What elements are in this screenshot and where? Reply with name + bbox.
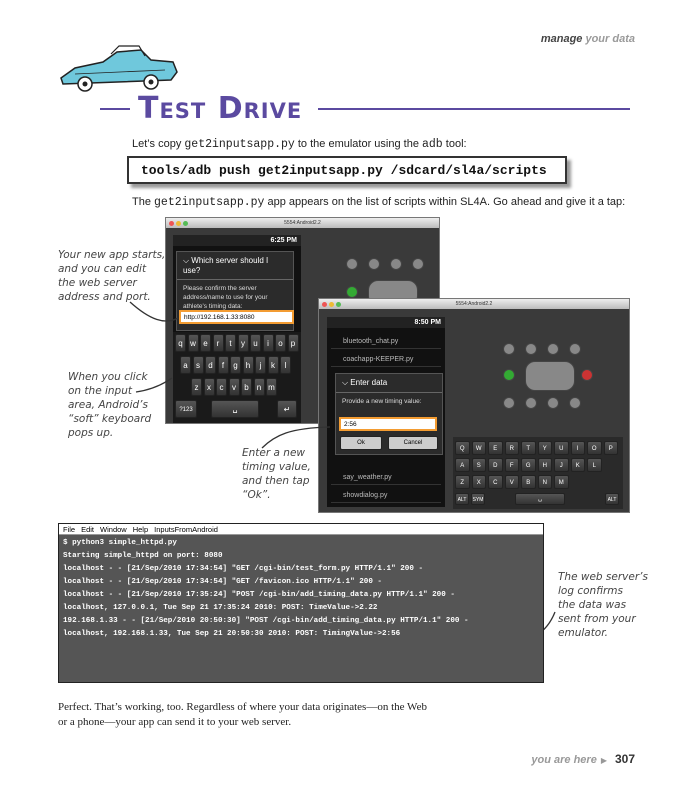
intro-file: get2inputsapp.py [184, 138, 295, 151]
emulator-2-statusbar [327, 317, 445, 328]
timing-dialog-title-text: Enter data [350, 378, 388, 387]
key-p[interactable]: P [604, 441, 619, 455]
triangle-icon: ▶ [600, 756, 607, 765]
home-icon[interactable] [503, 397, 515, 409]
key-v[interactable]: V [505, 475, 520, 489]
annotation-line: The web server’s [558, 571, 648, 583]
emulator-2-title: 5554:Android2.2 [455, 301, 493, 307]
soft-keyboard-1 [173, 332, 301, 423]
timing-dialog-body: Provide a new timing value: [342, 398, 422, 405]
annotation-line: and then tap [242, 475, 310, 487]
camera-icon[interactable] [346, 258, 358, 270]
annotation-line: timing value, [242, 461, 311, 473]
terminal-line: localhost - - [21/Sep/2010 17:34:54] "GET /favicon.ico HTTP/1.1" 200 - [63, 578, 382, 586]
annotation-timing [242, 446, 311, 502]
terminal-menu-item[interactable]: Edit [81, 525, 95, 534]
instruction-line [132, 196, 625, 209]
annotation-line: emulator. [558, 627, 608, 639]
running-header [541, 33, 635, 45]
key-d[interactable]: D [488, 458, 503, 472]
annotation-line: the data was [558, 599, 627, 611]
annotation-line: sent from your [558, 613, 636, 625]
camera-icon[interactable] [503, 343, 515, 355]
key-c[interactable]: c [216, 378, 227, 396]
script-list-item[interactable]: say_weather.py [331, 471, 441, 485]
title-rule-left [100, 108, 130, 110]
key-x[interactable]: x [204, 378, 215, 396]
annotation-line: log confirms [558, 585, 623, 597]
timing-dialog [335, 373, 443, 455]
emulator-1-statusbar [173, 235, 301, 246]
key-w[interactable]: w [188, 334, 199, 352]
key-alt-left[interactable]: ALT [455, 493, 469, 505]
terminal-line: localhost, 192.168.1.33, Tue Sep 21 20:50:30 2010: POST: TimingValue->2:56 [63, 630, 401, 638]
key-g[interactable]: G [521, 458, 536, 472]
key-u[interactable]: U [554, 441, 569, 455]
key-enter[interactable]: ↵ [277, 400, 297, 418]
terminal-line: $ python3 simple_httpd.py [63, 539, 177, 547]
line2-file: get2inputsapp.py [154, 196, 265, 209]
emulator-2-time: 8:50 PM [414, 319, 441, 326]
command-text: tools/adb push get2inputsapp.py /sdcard/sl4a/scripts [141, 163, 547, 178]
key-y[interactable]: y [238, 334, 249, 352]
key-d[interactable]: d [205, 356, 216, 374]
intro-suffix: tool: [442, 138, 467, 150]
key-l[interactable]: L [587, 458, 602, 472]
key-m[interactable]: M [554, 475, 569, 489]
annotation-line: “soft” keyboard [68, 413, 152, 425]
key-a[interactable]: A [455, 458, 470, 472]
key-h[interactable]: H [538, 458, 553, 472]
ok-button[interactable]: Ok [340, 436, 382, 450]
volume-down-icon[interactable] [368, 258, 380, 270]
command-box [127, 156, 567, 184]
timing-value-input[interactable]: 2:56 [339, 417, 437, 431]
server-dialog-body: Please confirm the server address/name to use for your athlete's timing data: [183, 285, 268, 310]
volume-up-icon[interactable] [547, 343, 559, 355]
key-z[interactable]: z [191, 378, 202, 396]
terminal-line: localhost - - [21/Sep/2010 17:34:54] "GET /cgi-bin/test_form.py HTTP/1.1" 200 - [63, 565, 424, 573]
key-s[interactable]: S [472, 458, 487, 472]
dpad-icon[interactable] [525, 361, 575, 391]
terminal-line: localhost, 127.0.0.1, Tue Sep 21 17:35:24 2010: POST: TimeValue->2.22 [63, 604, 378, 612]
volume-down-icon[interactable] [525, 343, 537, 355]
server-dialog-title: ⌵ Which server should I use? [177, 252, 293, 280]
key-s[interactable]: s [193, 356, 204, 374]
terminal-output [59, 535, 543, 643]
key-symbols[interactable]: ?123 [175, 400, 197, 418]
terminal-line: 192.168.1.33 - - [21/Sep/2010 20:50:30] "POST /cgi-bin/add_timing_data.py HTTP/1.1" 200 - [63, 617, 469, 625]
terminal-menu-item[interactable]: File [63, 525, 76, 534]
call-icon[interactable] [346, 286, 358, 298]
key-n[interactable]: n [254, 378, 265, 396]
annotation-line: address and port. [58, 291, 151, 303]
header-word-3: data [612, 33, 635, 45]
annotation-line: Your new app starts, [58, 249, 166, 261]
script-list-item[interactable]: showdialog.py [331, 489, 441, 503]
header-word-2: your [585, 33, 610, 45]
terminal-menubar [59, 524, 543, 535]
annotation-line: Enter a new [242, 447, 305, 459]
line2-suffix: app appears on the list of scripts within SL4A. Go ahead and give it a tap: [264, 196, 626, 208]
line2-prefix: The [132, 196, 155, 208]
annotation-line: pops up. [68, 427, 114, 439]
intro-middle: to the emulator using the [294, 138, 422, 150]
key-t[interactable]: T [521, 441, 536, 455]
page-number: 307 [614, 752, 635, 766]
key-o[interactable]: O [587, 441, 602, 455]
key-alt-right[interactable]: ALT [605, 493, 619, 505]
key-space[interactable]: ␣ [515, 493, 565, 505]
terminal-window [58, 523, 544, 683]
volume-up-icon[interactable] [390, 258, 402, 270]
terminal-menu-item[interactable]: Window [100, 525, 127, 534]
title-rule-right [318, 108, 630, 110]
header-word-1: manage [540, 33, 583, 45]
emulator-1-time: 6:25 PM [270, 237, 297, 244]
cancel-button[interactable]: Cancel [388, 436, 438, 450]
car-icon [55, 44, 180, 96]
annotation-line: on the input [68, 385, 132, 397]
key-m[interactable]: m [266, 378, 277, 396]
terminal-menu-item[interactable]: InputsFromAndroid [154, 525, 218, 534]
key-q[interactable]: Q [455, 441, 470, 455]
key-t[interactable]: t [225, 334, 236, 352]
key-j[interactable]: J [554, 458, 569, 472]
key-e[interactable]: E [488, 441, 503, 455]
annotation-line: “Ok”. [242, 489, 271, 501]
terminal-menu-item[interactable]: Help [132, 525, 149, 534]
call-icon[interactable] [503, 369, 515, 381]
key-r[interactable]: R [505, 441, 520, 455]
key-i[interactable]: i [263, 334, 274, 352]
key-q[interactable]: q [175, 334, 186, 352]
intro-line [132, 138, 467, 151]
menu-icon[interactable] [525, 397, 537, 409]
key-sym[interactable]: SYM [471, 493, 485, 505]
key-r[interactable]: r [213, 334, 224, 352]
key-o[interactable]: o [275, 334, 286, 352]
key-k[interactable]: K [571, 458, 586, 472]
intro-tool: adb [422, 138, 443, 151]
key-j[interactable]: j [255, 356, 266, 374]
page-title: Test Drive [138, 91, 303, 126]
terminal-line: Starting simple_httpd on port: 8080 [63, 552, 223, 560]
key-n[interactable]: N [538, 475, 553, 489]
key-c[interactable]: C [488, 475, 503, 489]
hardware-keyboard [453, 437, 623, 509]
key-y[interactable]: Y [538, 441, 553, 455]
key-k[interactable]: k [268, 356, 279, 374]
annotation-line: and you can edit [58, 263, 147, 275]
key-v[interactable]: v [229, 378, 240, 396]
power-icon[interactable] [412, 258, 424, 270]
script-list-item[interactable]: coachapp-KEEPER.py [331, 353, 441, 367]
key-a[interactable]: a [180, 356, 191, 374]
timing-dialog-title: ⌵ Enter data [336, 374, 442, 393]
key-w[interactable]: W [472, 441, 487, 455]
back-icon[interactable] [547, 397, 559, 409]
intro-prefix: Let’s copy [132, 138, 185, 150]
emulator-1-title: 5554:Android2.2 [284, 220, 321, 226]
emulator-2-titlebar [319, 299, 629, 309]
key-f[interactable]: F [505, 458, 520, 472]
terminal-line: localhost - - [21/Sep/2010 17:35:24] "POST /cgi-bin/add_timing_data.py HTTP/1.1" 200 - [63, 591, 455, 599]
annotation-keyboard [68, 370, 151, 440]
power-icon[interactable] [569, 343, 581, 355]
script-list-item[interactable]: bluetooth_chat.py [331, 335, 441, 349]
annotation-line: When you click [68, 371, 148, 383]
annotation-log [558, 570, 648, 640]
annotation-line: the web server [58, 277, 137, 289]
emulator-1-titlebar [166, 218, 439, 228]
key-space[interactable]: ␣ [211, 400, 259, 418]
server-address-input[interactable]: http://192.168.1.33:8080 [179, 310, 294, 324]
key-p[interactable]: p [288, 334, 299, 352]
emulator-2-screen [327, 317, 445, 507]
key-b[interactable]: b [241, 378, 252, 396]
emulator-1-screen [173, 235, 301, 423]
end-call-icon[interactable] [581, 369, 593, 381]
key-l[interactable]: l [280, 356, 291, 374]
key-g[interactable]: g [230, 356, 241, 374]
page-footer [531, 752, 635, 766]
key-f[interactable]: f [218, 356, 229, 374]
body-paragraph: Perfect. That’s working, too. Regardless of where your data originates—on the Web or a phone—your app can send it to your web server. [58, 701, 427, 728]
key-h[interactable]: h [243, 356, 254, 374]
key-z[interactable]: Z [455, 475, 470, 489]
key-i[interactable]: I [571, 441, 586, 455]
annotation-app-starts [58, 248, 165, 304]
key-e[interactable]: e [200, 334, 211, 352]
server-dialog-title-text: Which server should I use? [183, 256, 269, 275]
search-icon[interactable] [569, 397, 581, 409]
you-are-here: you are here [531, 754, 597, 766]
annotation-line: area, Android’s [68, 399, 148, 411]
key-b[interactable]: B [521, 475, 536, 489]
title-row [100, 91, 640, 127]
key-u[interactable]: u [250, 334, 261, 352]
emulator-window-2 [318, 298, 630, 513]
key-x[interactable]: X [472, 475, 487, 489]
